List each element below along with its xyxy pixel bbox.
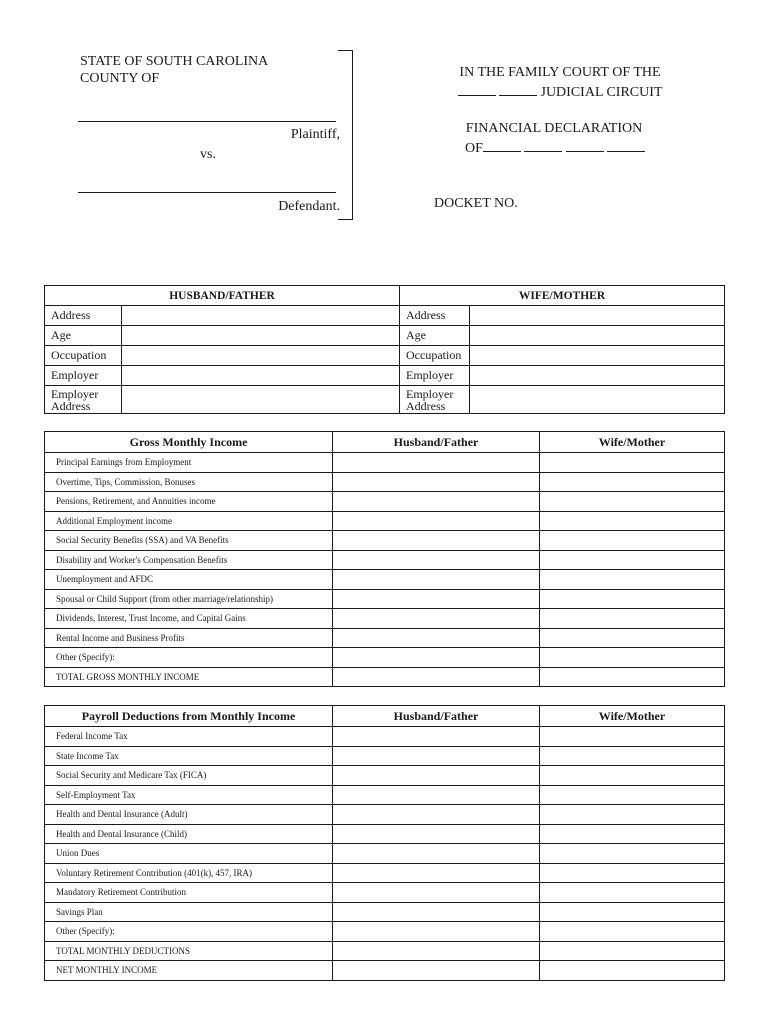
gross-income-row-label: TOTAL GROSS MONTHLY INCOME [45,667,333,687]
gross-income-wife-amount[interactable] [540,472,725,492]
of-blank-4[interactable] [607,139,645,152]
payroll-deductions-row-label: TOTAL MONTHLY DEDUCTIONS [45,941,333,961]
plaintiff-name-line[interactable] [78,121,336,122]
payroll-deductions-wife-amount[interactable] [540,766,725,786]
table-row [45,902,725,922]
table-row [45,941,725,961]
wife-employer-address-label [400,386,470,414]
wife-employer-field[interactable] [470,366,725,386]
circuit-line [420,83,700,101]
caption-bracket [338,50,353,220]
husband-age-label: Age [45,326,122,346]
payroll-deductions-husband-amount[interactable] [333,824,540,844]
table-row [45,550,725,570]
payroll-deductions-husband-amount[interactable] [333,844,540,864]
payroll-deductions-husband-amount[interactable] [333,727,540,747]
gross-income-husband-amount[interactable] [333,511,540,531]
payroll-deductions-wife-amount[interactable] [540,824,725,844]
gross-income-wife-amount[interactable] [540,589,725,609]
form-title: FINANCIAL DECLARATION [465,121,643,136]
gross-income-wife-amount[interactable] [540,648,725,668]
gross-income-husband-amount[interactable] [333,628,540,648]
payroll-deductions-row-label: Union Dues [45,844,333,864]
table-row [45,628,725,648]
payroll-deductions-wife-amount[interactable] [540,941,725,961]
table-row [45,961,725,981]
gross-income-husband-amount[interactable] [333,609,540,629]
vs-label: vs. [200,147,216,162]
payroll-deductions-row-label: Mandatory Retirement Contribution [45,883,333,903]
payroll-deductions-husband-col: Husband/Father [333,706,540,727]
gross-income-row-label: Additional Employment income [45,511,333,531]
payroll-deductions-husband-amount[interactable] [333,746,540,766]
gross-income-husband-amount[interactable] [333,531,540,551]
gross-income-wife-col: Wife/Mother [540,432,725,453]
husband-address-label: Address [45,306,122,326]
gross-income-husband-col: Husband/Father [333,432,540,453]
gross-income-wife-amount[interactable] [540,667,725,687]
payroll-deductions-row-label: State Income Tax [45,746,333,766]
payroll-deductions-husband-amount[interactable] [333,766,540,786]
gross-income-wife-amount[interactable] [540,609,725,629]
gross-income-husband-amount[interactable] [333,648,540,668]
wife-employer-address-line1: Employer [406,386,454,401]
wife-employer-label: Employer [400,366,470,386]
plaintiff-label: Plaintiff, [290,127,340,142]
wife-occupation-label: Occupation [400,346,470,366]
payroll-deductions-wife-amount[interactable] [540,844,725,864]
husband-employer-field[interactable] [122,366,400,386]
table-row [45,472,725,492]
gross-income-wife-amount[interactable] [540,531,725,551]
payroll-deductions-husband-amount[interactable] [333,902,540,922]
table-row [45,824,725,844]
gross-income-wife-amount[interactable] [540,550,725,570]
parties-row-age [45,326,725,346]
gross-income-table [44,431,725,687]
county-label: COUNTY OF [80,71,160,86]
payroll-deductions-wife-amount[interactable] [540,785,725,805]
table-row [45,863,725,883]
payroll-deductions-husband-amount[interactable] [333,863,540,883]
gross-income-header: Gross Monthly Income [45,432,333,453]
circuit-blank-2[interactable] [499,83,537,96]
gross-income-husband-amount[interactable] [333,550,540,570]
wife-address-field[interactable] [470,306,725,326]
table-row [45,453,725,473]
husband-employer-address-line1: Employer [51,386,99,401]
of-label: OF [465,141,483,156]
parties-row-address [45,306,725,326]
table-row [45,727,725,747]
gross-income-row-label: Unemployment and AFDC [45,570,333,590]
table-row [45,667,725,687]
husband-header: HUSBAND/FATHER [45,286,400,306]
docket-label: DOCKET NO. [434,196,518,211]
parties-table [44,285,725,414]
wife-header: WIFE/MOTHER [400,286,725,306]
payroll-deductions-wife-amount[interactable] [540,727,725,747]
payroll-deductions-row-label: NET MONTHLY INCOME [45,961,333,981]
payroll-deductions-husband-amount[interactable] [333,805,540,825]
payroll-deductions-row-label: Health and Dental Insurance (Adult) [45,805,333,825]
payroll-deductions-wife-amount[interactable] [540,922,725,942]
payroll-deductions-wife-amount[interactable] [540,902,725,922]
of-blank-1[interactable] [483,139,521,152]
payroll-deductions-row-label: Health and Dental Insurance (Child) [45,824,333,844]
table-row [45,805,725,825]
wife-occupation-field[interactable] [470,346,725,366]
gross-income-row-label: Principal Earnings from Employment [45,453,333,473]
husband-occupation-field[interactable] [122,346,400,366]
gross-income-wife-amount[interactable] [540,453,725,473]
husband-employer-address-field[interactable] [122,386,400,414]
payroll-deductions-wife-amount[interactable] [540,863,725,883]
of-blank-3[interactable] [566,139,604,152]
table-row [45,785,725,805]
circuit-blank-1[interactable] [458,83,496,96]
wife-age-field[interactable] [470,326,725,346]
husband-employer-address-label [45,386,122,414]
gross-income-row-label: Pensions, Retirement, and Annuities income [45,492,333,512]
wife-address-label: Address [400,306,470,326]
payroll-deductions-row-label: Other (Specify): [45,922,333,942]
defendant-name-line[interactable] [78,192,336,193]
payroll-deductions-row-label: Social Security and Medicare Tax (FICA) [45,766,333,786]
table-row [45,922,725,942]
gross-income-wife-amount[interactable] [540,628,725,648]
gross-income-wife-amount[interactable] [540,492,725,512]
payroll-deductions-wife-col: Wife/Mother [540,706,725,727]
husband-age-field[interactable] [122,326,400,346]
parties-row-occupation [45,346,725,366]
gross-income-husband-amount[interactable] [333,570,540,590]
gross-income-row-label: Other (Specify): [45,648,333,668]
payroll-deductions-row-label: Voluntary Retirement Contribution (401(k), 457, IRA) [45,863,333,883]
gross-income-husband-amount[interactable] [333,472,540,492]
gross-income-row-label: Dividends, Interest, Trust Income, and Capital Gains [45,609,333,629]
husband-employer-label: Employer [45,366,122,386]
court-label: IN THE FAMILY COURT OF THE [459,65,661,80]
payroll-deductions-wife-amount[interactable] [540,961,725,981]
state-label: STATE OF SOUTH CAROLINA [80,54,269,69]
wife-employer-address-line2: Address [406,398,446,413]
of-blank-2[interactable] [524,139,562,152]
gross-income-husband-amount[interactable] [333,667,540,687]
of-line [465,139,645,157]
parties-row-employer [45,366,725,386]
gross-income-husband-amount[interactable] [333,589,540,609]
table-row [45,531,725,551]
table-row [45,511,725,531]
parties-row-employer-address [45,386,725,414]
payroll-deductions-wife-amount[interactable] [540,805,725,825]
payroll-deductions-wife-amount[interactable] [540,746,725,766]
husband-employer-address-line2: Address [51,398,91,413]
gross-income-husband-amount[interactable] [333,492,540,512]
payroll-deductions-husband-amount[interactable] [333,941,540,961]
wife-employer-address-field[interactable] [470,386,725,414]
gross-income-row-label: Overtime, Tips, Commission, Bonuses [45,472,333,492]
gross-income-row-label: Rental Income and Business Profits [45,628,333,648]
payroll-deductions-table [44,705,725,981]
gross-income-husband-amount[interactable] [333,453,540,473]
payroll-deductions-husband-amount[interactable] [333,883,540,903]
payroll-deductions-row-label: Federal Income Tax [45,727,333,747]
defendant-label: Defendant. [278,199,340,214]
husband-occupation-label: Occupation [45,346,122,366]
table-row [45,844,725,864]
table-row [45,648,725,668]
payroll-deductions-row-label: Self-Employment Tax [45,785,333,805]
table-row [45,570,725,590]
payroll-deductions-wife-amount[interactable] [540,883,725,903]
gross-income-row-label: Social Security Benefits (SSA) and VA Benefits [45,531,333,551]
gross-income-row-label: Disability and Worker's Compensation Benefits [45,550,333,570]
husband-address-field[interactable] [122,306,400,326]
payroll-deductions-row-label: Savings Plan [45,902,333,922]
table-row [45,492,725,512]
table-row [45,746,725,766]
payroll-deductions-husband-amount[interactable] [333,785,540,805]
gross-income-row-label: Spousal or Child Support (from other marriage/relationship) [45,589,333,609]
circuit-label: JUDICIAL CIRCUIT [540,85,663,100]
table-row [45,589,725,609]
table-row [45,766,725,786]
payroll-deductions-husband-amount[interactable] [333,922,540,942]
payroll-deductions-header: Payroll Deductions from Monthly Income [45,706,333,727]
gross-income-wife-amount[interactable] [540,570,725,590]
wife-age-label: Age [400,326,470,346]
payroll-deductions-husband-amount[interactable] [333,961,540,981]
gross-income-wife-amount[interactable] [540,511,725,531]
table-row [45,883,725,903]
table-row [45,609,725,629]
